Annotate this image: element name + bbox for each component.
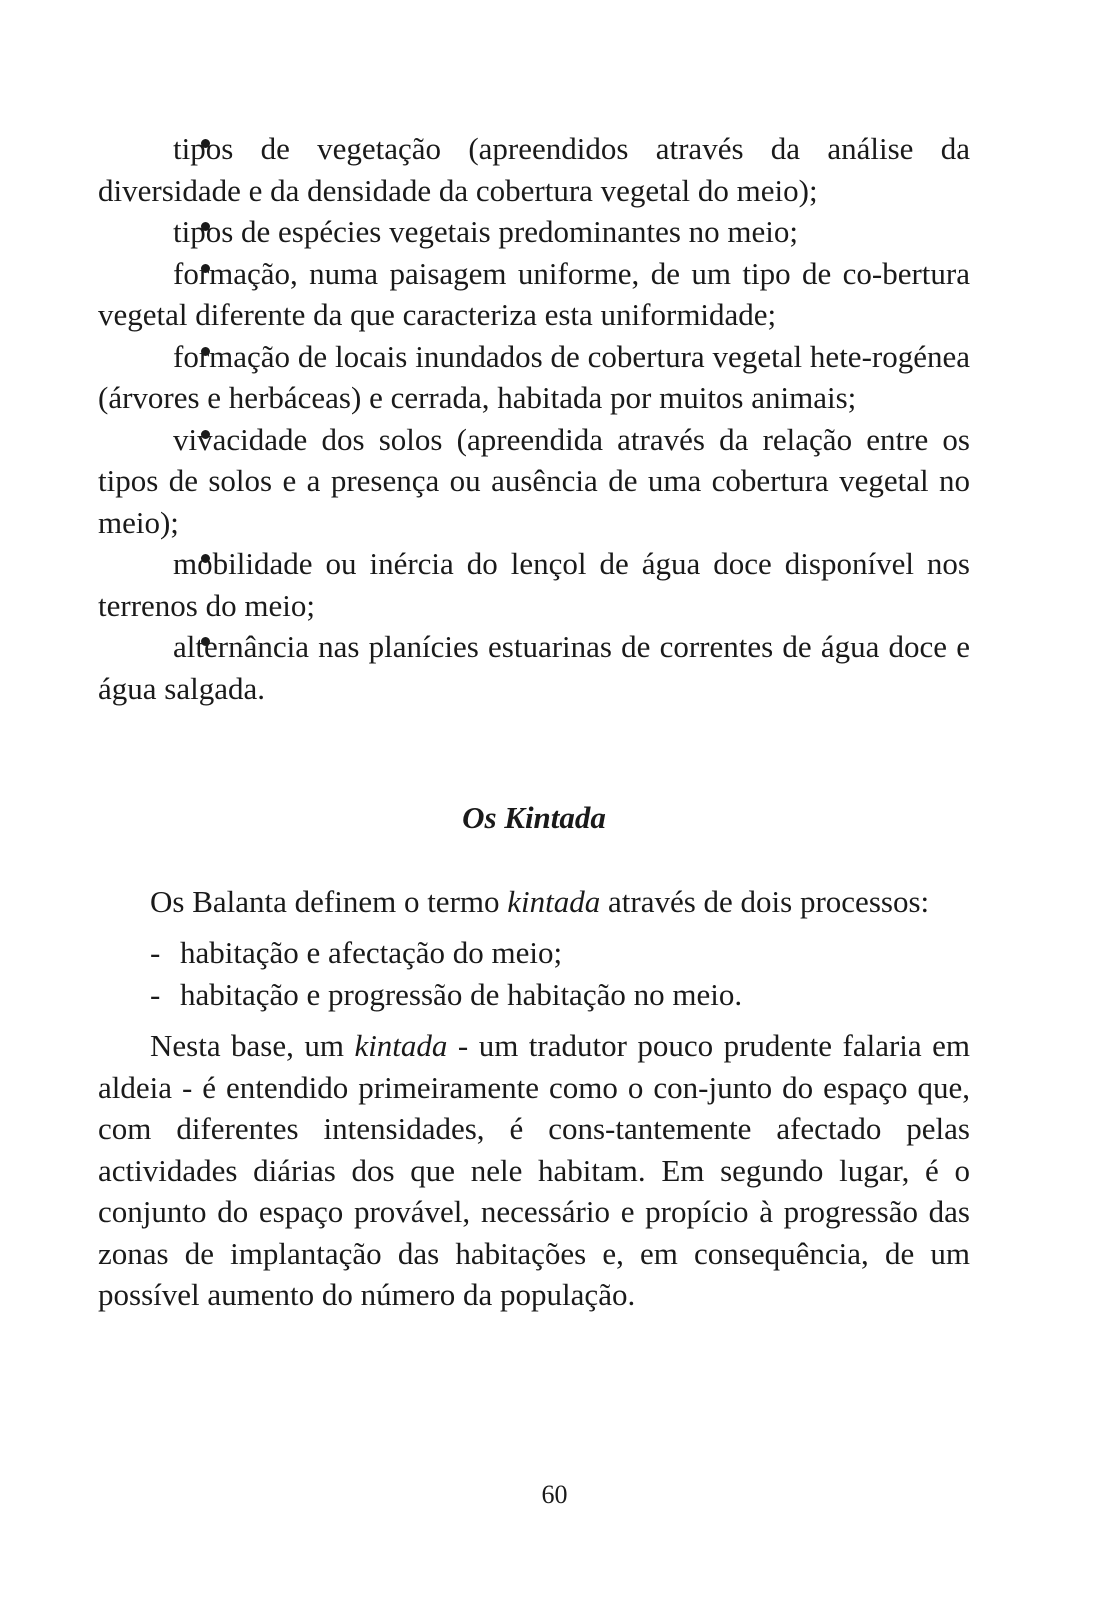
page-body <box>98 128 970 1316</box>
dash-marker: - <box>150 976 161 1012</box>
term-kintada: kintada <box>507 883 601 919</box>
list-item <box>98 974 970 1016</box>
list-item-text: habitação e afectação do meio; <box>180 935 563 970</box>
dash-marker: - <box>150 935 161 970</box>
bullet-text: tipos de espécies vegetais predominantes no meio; <box>173 214 798 249</box>
term-kintada: kintada <box>354 1028 448 1063</box>
bullet-item <box>98 128 970 211</box>
bullet-item <box>98 211 970 253</box>
bullet-text: formação de locais inundados de cobertura vegetal hete-rogénea (árvores e herbáceas) e cerrada, habitada por muitos animais; <box>98 338 970 415</box>
bullet-item <box>98 543 970 626</box>
list-item-text: habitação e progressão de habitação no meio. <box>180 976 743 1012</box>
page-number: 60 <box>541 1480 568 1509</box>
bullet-item <box>98 253 970 336</box>
bullet-text: mobilidade ou inércia do lençol de água doce disponível nos terrenos do meio; <box>98 546 970 623</box>
paragraph-intro <box>98 881 970 923</box>
bullet-item <box>98 336 970 419</box>
bullet-item <box>98 419 970 544</box>
paragraph-definition <box>98 1025 970 1316</box>
bullet-item <box>98 626 970 709</box>
bullet-text: tipos de vegetação (apreendidos através da análise da diversidade e da densidade da cobertura vegetal do meio); <box>98 131 970 208</box>
paragraph-text: - um tradutor pouco prudente falaria em aldeia - é entendido primeiramente como o con-junto do espaço que, com diferentes intensidades, é cons-tantemente afectado pelas actividades diárias dos que nele habitam. Em segundo lugar, é o conjunto do espaço provável, necessário e propício à progressão das zonas de implantação das habitações e, em consequência, de um possível aumento do número da população. <box>98 1028 971 1312</box>
list-item <box>98 932 970 974</box>
paragraph-text: através de dois processos: <box>600 883 930 919</box>
paragraph-text: Os Balanta definem o termo <box>150 883 508 919</box>
bullet-text: alternância nas planícies estuarinas de correntes de água doce e água salgada. <box>98 629 970 706</box>
paragraph-text: Nesta base, um <box>150 1028 355 1063</box>
bullet-text: formação, numa paisagem uniforme, de um tipo de co-bertura vegetal diferente da que caracteriza esta uniformidade; <box>98 255 970 332</box>
process-list <box>98 932 970 1015</box>
bullet-text: vivacidade dos solos (apreendida através da relação entre os tipos de solos e a presença ou ausência de uma cobertura vegetal no meio); <box>98 421 970 540</box>
section-heading: Os Kintada <box>462 800 606 835</box>
